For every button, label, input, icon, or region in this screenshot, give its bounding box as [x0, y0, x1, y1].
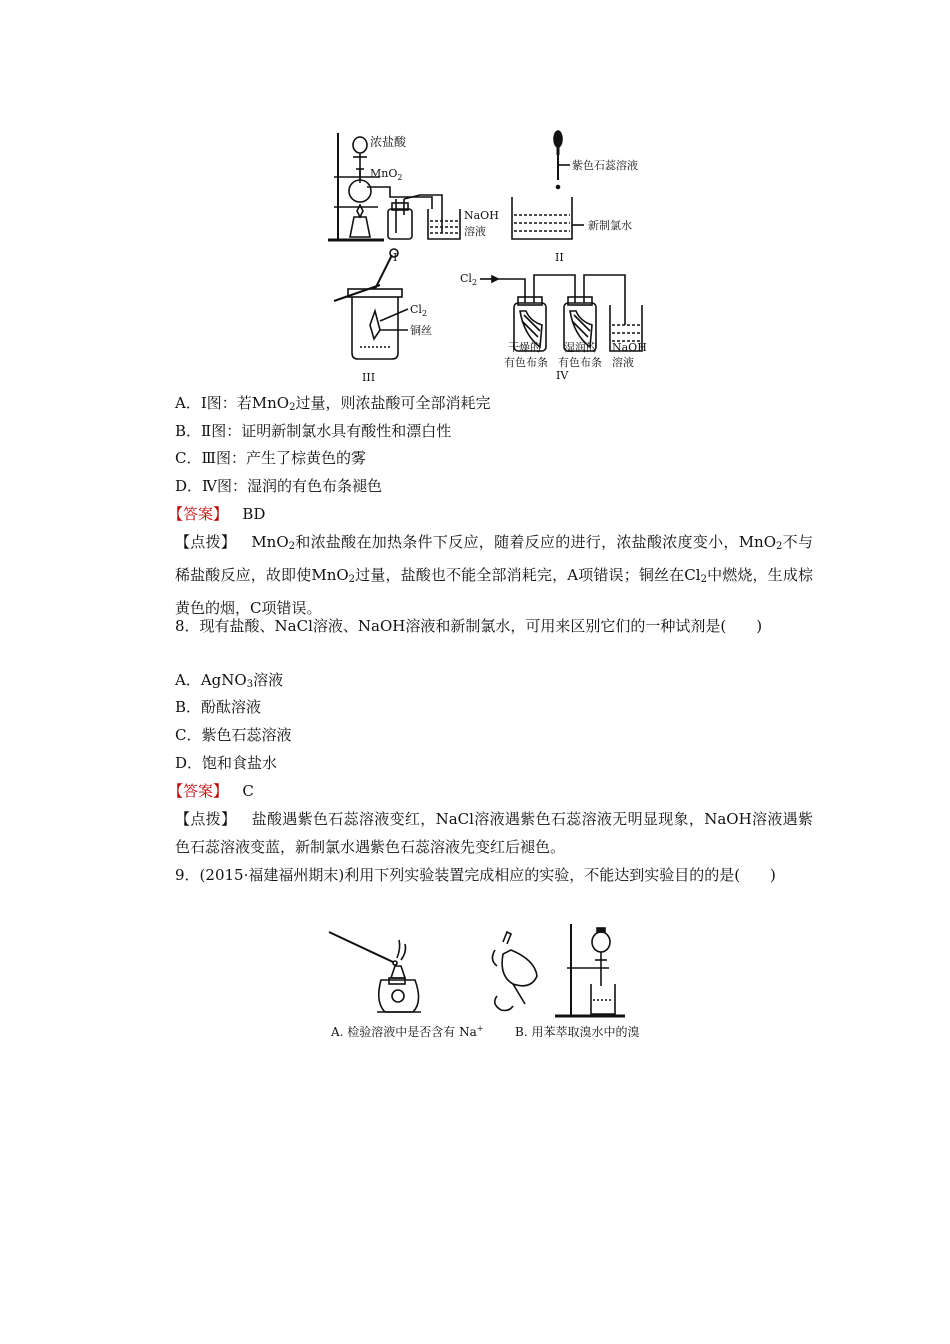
q8-option-d: D．饱和食盐水 [175, 754, 278, 772]
label-copper-wire: 铜丝 [410, 324, 432, 337]
label-dry-cloth-2: 有色布条 [504, 356, 548, 369]
label-litmus: 紫色石蕊溶液 [572, 159, 638, 172]
q7-option-c: C．Ⅲ图：产生了棕黄色的雾 [175, 449, 366, 467]
label-solution-2: 溶液 [612, 356, 634, 369]
q8-option-c: C．紫色石蕊溶液 [175, 726, 292, 744]
label-fig-III: III [362, 371, 376, 384]
label-naoh-2: NaOH [612, 341, 647, 354]
label-mno2: MnO$_2$ [370, 167, 403, 182]
label-fig-IV: IV [556, 369, 569, 382]
q7-hint-tag: 【点拨】 [175, 533, 237, 551]
q7-option-a: A．Ⅰ图：若MnO$_2$过量，则浓盐酸可全部消耗完 [175, 394, 491, 413]
label-wet-cloth-2: 有色布条 [558, 356, 602, 369]
label-dry-cloth-1: 干燥的 [508, 341, 541, 354]
q8-hint: 【点拨】 盐酸遇紫色石蕊溶液变红，NaCl溶液遇紫色石蕊溶液无明显现象，NaOH溶液遇紫色石蕊溶液变蓝，新制氯水遇紫色石蕊溶液先变红后褪色。 [175, 810, 813, 856]
label-naoh-1: NaOH [464, 209, 499, 222]
q7-option-b: B．Ⅱ图：证明新制氯水具有酸性和漂白性 [175, 422, 452, 440]
q9-figure-b-caption: B. 用苯萃取溴水中的溴 [515, 1025, 640, 1039]
q8-hint-tag: 【点拨】 [175, 810, 237, 828]
label-fig-II: II [555, 251, 564, 264]
label-solution-1: 溶液 [464, 225, 486, 238]
q9-stem: 9．(2015·福建福州期末)利用下列实验装置完成相应的实验，不能达到实验目的的是( ) [175, 866, 776, 884]
label-cl2-1: $Cl_2$ [410, 303, 428, 318]
apparatus-figure [320, 125, 660, 387]
label-fig-I: I [393, 251, 398, 264]
q9-figure [325, 920, 665, 1045]
label-conc-hcl: 浓盐酸 [370, 135, 407, 149]
q7-option-d: D．Ⅳ图：湿润的有色布条褪色 [175, 477, 383, 495]
q9-figure-a-caption: A. 检验溶液中是否含有 Na+ [331, 1024, 484, 1039]
q8-option-b: B．酚酞溶液 [175, 698, 262, 716]
label-chlorine-water: 新制氯水 [588, 219, 632, 232]
q7-hint: 【点拨】 MnO$_2$和浓盐酸在加热条件下反应，随着反应的进行，浓盐酸浓度变小，MnO$_2$不与稀盐酸反应，故即使MnO$_2$过量，盐酸也不能全部消耗完，A项错误；铜丝在$Cl_2$中燃烧，生成棕黄色的烟，C项错误。 [175, 533, 813, 617]
q8-option-a: A．AgNO$_3$溶液 [175, 671, 284, 690]
label-cl2-2: $Cl_2$ [460, 272, 478, 287]
q7-answer: 【答案】 BD [168, 505, 266, 523]
q8-answer: 【答案】 C [168, 782, 254, 800]
label-wet-cloth-1: 湿润的 [564, 341, 597, 354]
q8-stem: 8．现有盐酸、NaCl溶液、NaOH溶液和新制氯水，可用来区别它们的一种试剂是( ) [175, 617, 763, 635]
